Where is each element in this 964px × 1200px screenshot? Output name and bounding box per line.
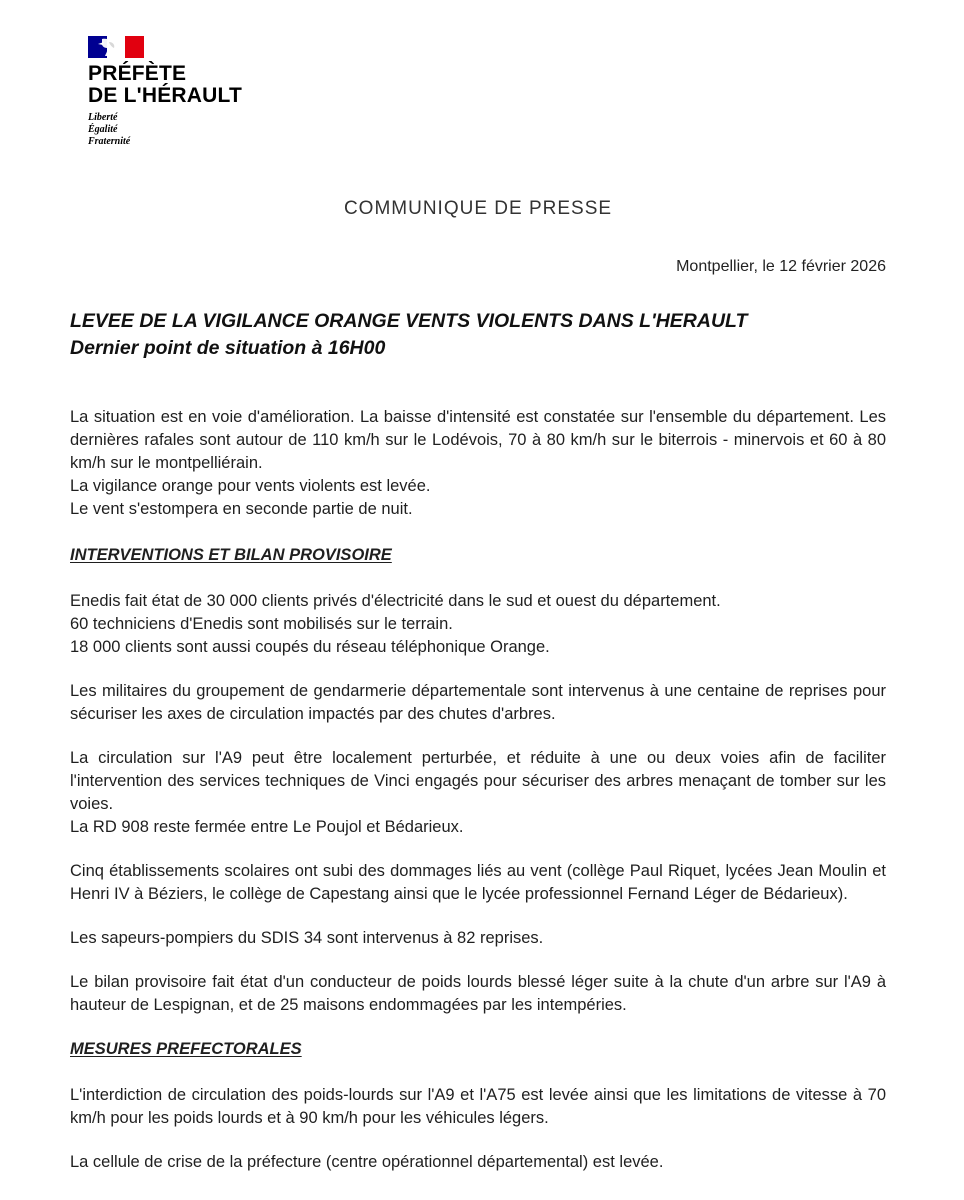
motto-liberte: Liberté	[88, 112, 118, 123]
date-line: Montpellier, le 12 février 2026	[676, 258, 886, 275]
sdis-paragraph: Les sapeurs-pompiers du SDIS 34 sont intervenus à 82 reprises.	[70, 929, 544, 947]
orange-outage: 18 000 clients sont aussi coupés du réseau téléphonique Orange.	[70, 638, 550, 656]
a9-traffic-paragraph: La circulation sur l'A9 peut être localement perturbée, et réduite à une ou deux voies afin de faciliter l'intervention des services techniques de Vinci engagés pour sécuriser des arbres menaçant de tomber sur les voies.	[70, 749, 886, 813]
marianne-flag-icon	[88, 36, 144, 58]
provisional-toll-paragraph: Le bilan provisoire fait état d'un conducteur de poids lourds blessé léger suite à la chute d'un arbre sur l'A9 à hauteur de Lespignan, et de 25 maisons endommagées par les intempéries.	[70, 973, 886, 1014]
enedis-outage: Enedis fait état de 30 000 clients privés d'électricité dans le sud et ouest du département.	[70, 592, 721, 610]
schools-damage-paragraph: Cinq établissements scolaires ont subi des dommages liés au vent (collège Paul Riquet, lycées Jean Moulin et Henri IV à Béziers, le collège de Capestang ainsi que le lycée professionnel Fernand Léger de Bédarieux).	[70, 862, 886, 903]
prefecture-name-line1: PRÉFÈTE	[88, 62, 187, 85]
intro-paragraph: La situation est en voie d'amélioration. La baisse d'intensité est constatée sur l'ensemble du département. Les dernières rafales sont autour de 110 km/h sur le Lodévois, 70 à 80 km/h sur le biterrois - minervois et 60 à 80 km/h sur le montpelliérain.	[70, 408, 886, 472]
document-type-heading: COMMUNIQUE DE PRESSE	[343, 198, 613, 219]
gendarmerie-paragraph: Les militaires du groupement de gendarmerie départementale sont intervenus à une centaine de reprises pour sécuriser les axes de circulation impactés par des chutes d'arbres.	[70, 682, 886, 723]
prefecture-name	[88, 63, 242, 107]
intro-wind-fading: Le vent s'estompera en seconde partie de nuit.	[70, 500, 413, 518]
section-heading-interventions: INTERVENTIONS ET BILAN PROVISOIRE	[70, 546, 392, 564]
prefecture-name-line2: DE L'HÉRAULT	[88, 84, 242, 107]
republic-motto	[88, 112, 242, 148]
truck-ban-lifted-paragraph: L'interdiction de circulation des poids-lourds sur l'A9 et l'A75 est levée ainsi que les limitations de vitesse à 70 km/h pour les poids lourds et à 90 km/h pour les véhicules légers.	[70, 1086, 886, 1127]
press-release-title	[70, 308, 900, 362]
intro-vigilance-lifted: La vigilance orange pour vents violents est levée.	[70, 477, 431, 495]
title-line-1: LEVEE DE LA VIGILANCE ORANGE VENTS VIOLENTS DANS L'HERAULT	[70, 310, 748, 332]
title-line-2: Dernier point de situation à 16H00	[70, 337, 386, 359]
press-release-body	[70, 406, 886, 1174]
rd908-closure: La RD 908 reste fermée entre Le Poujol et Bédarieux.	[70, 818, 464, 836]
enedis-technicians: 60 techniciens d'Enedis sont mobilisés sur le terrain.	[70, 615, 453, 633]
prefecture-logo	[88, 36, 242, 148]
crisis-cell-lifted: La cellule de crise de la préfecture (centre opérationnel départemental) est levée.	[70, 1153, 664, 1171]
section-heading-mesures: MESURES PREFECTORALES	[70, 1040, 302, 1058]
motto-egalite: Égalité	[88, 124, 118, 135]
motto-fraternite: Fraternité	[88, 136, 131, 147]
